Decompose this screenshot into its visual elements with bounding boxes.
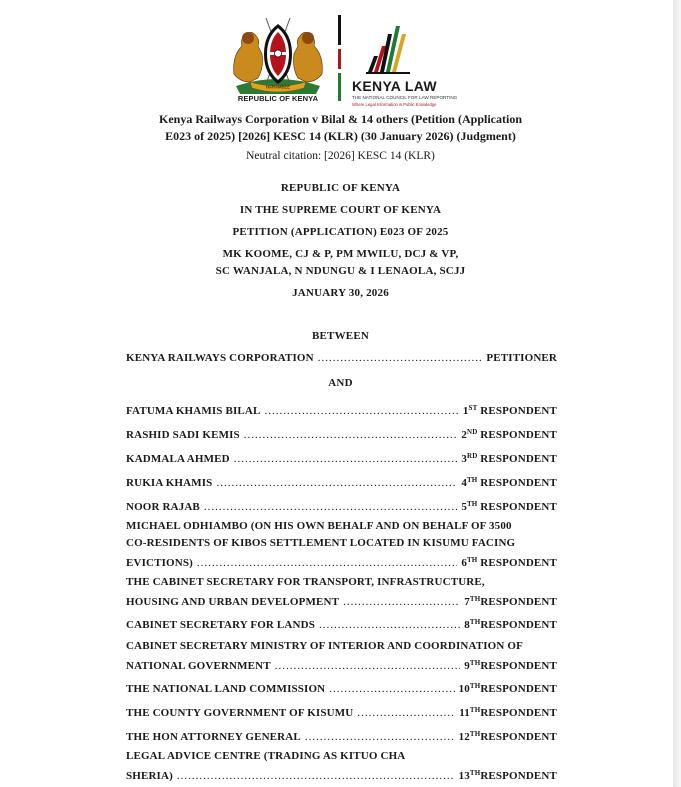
respondent-entry [126,702,557,722]
leader-dots [244,427,458,444]
document-header [228,12,458,107]
respondent-name-line: THE CABINET SECRETARY FOR TRANSPORT, INFRASTRUCTURE, [126,576,485,588]
respondent-ordinal: TH [469,682,481,690]
respondent-role [459,726,557,746]
respondent-label: RESPONDENT [477,405,557,417]
respondent-ordinal: TH [466,476,478,484]
respondent-name: HOUSING AND URBAN DEVELOPMENT [126,596,340,608]
respondent-ordinal: TH [469,769,481,777]
respondent-role [459,702,557,722]
leader-dots [357,705,455,722]
respondent-ordinal: ND [466,428,478,436]
respondent-name: FATUMA KHAMIS BILAL [126,405,261,417]
respondent-role [461,496,557,516]
respondent-role [461,424,557,444]
respondent-entry [126,448,557,468]
respondent-number: 6 [461,557,467,569]
between-heading: BETWEEN [311,330,370,342]
leader-dots [319,617,460,634]
coat-motto: HARAMBEE [265,84,291,90]
bench-judges [100,246,581,280]
respondent-name: RUKIA KHAMIS [126,477,213,489]
respondent-number: 11 [459,707,470,719]
respondent-entry [126,638,557,675]
respondent-name-line: CO-RESIDENTS OF KIBOS SETTLEMENT LOCATED IN KISUMU FACING [126,537,516,549]
respondent-entry [126,726,557,746]
respondent-label: RESPONDENT [477,501,557,513]
respondent-label: RESPONDENT [480,683,557,695]
respondent-label: RESPONDENT [477,477,557,489]
respondent-number: 12 [458,731,470,743]
respondent-number: 3 [461,453,467,465]
respondent-ordinal: TH [466,500,478,508]
respondent-number: 8 [464,619,470,631]
respondent-number: 13 [458,770,470,782]
respondent-entry [126,400,557,420]
respondent-role [464,614,557,634]
leader-dots [318,350,483,367]
court-heading: IN THE SUPREME COURT OF KENYA [239,204,442,216]
respondent-number: 1 [462,405,469,417]
respondent-role [459,678,557,698]
leader-dots [329,681,454,698]
respondent-name: THE COUNTY GOVERNMENT OF KISUMU [126,707,354,719]
coat-caption: REPUBLIC OF KENYA [237,94,319,103]
respondent-ordinal: RD [466,452,478,460]
and-heading: AND [328,377,353,389]
respondent-number: 9 [464,660,470,672]
respondent-label: RESPONDENT [480,596,557,608]
respondent-label: RESPONDENT [477,557,557,569]
respondent-name: CABINET SECRETARY FOR LANDS [126,619,315,631]
leader-dots [204,499,457,516]
respondent-role [463,400,557,420]
leader-dots [234,451,458,468]
respondent-name: NATIONAL GOVERNMENT [126,660,271,672]
respondent-number: 4 [461,477,467,489]
republic-heading: REPUBLIC OF KENYA [280,182,401,194]
respondent-label: RESPONDENT [477,453,557,465]
respondent-role [461,448,557,468]
respondent-name: KADMALA AHMED [126,453,230,465]
respondent-number: 5 [461,501,467,513]
respondent-entry [126,748,557,785]
leader-dots [264,403,458,420]
neutral-citation: Neutral citation: [2026] KESC 14 (KLR) [246,150,435,162]
respondent-name: EVICTIONS) [126,557,193,569]
respondent-name: THE HON ATTORNEY GENERAL [126,731,301,743]
judges-line-2: SC WANJALA, N NDUNGU & I LENAOLA, SCJJ [215,265,466,277]
respondent-entry [126,614,557,634]
respondent-ordinal: TH [469,595,481,603]
respondent-label: RESPONDENT [477,429,557,441]
respondent-name: THE NATIONAL LAND COMMISSION [126,683,326,695]
respondent-ordinal: TH [469,618,481,626]
kenya-law-tagline: THE NATIONAL COUNCIL FOR LAW REPORTING [352,95,458,100]
respondent-entry [126,472,557,492]
respondent-ordinal: TH [469,659,481,667]
kenya-law-name: KENYA LAW [352,78,437,94]
kenya-coat-of-arms-icon [228,12,328,104]
respondent-ordinal: TH [469,730,481,738]
header-divider [338,15,341,101]
respondent-name-line: CABINET SECRETARY MINISTRY OF INTERIOR AND COORDINATION OF [126,640,523,652]
judgment-date: JANUARY 30, 2026 [292,287,389,299]
respondent-entry [126,496,557,516]
respondent-ordinal: ST [468,404,478,412]
respondent-label: RESPONDENT [480,770,557,782]
petition-number: PETITION (APPLICATION) E023 OF 2025 [232,226,449,238]
respondent-entry [126,424,557,444]
leader-dots [177,768,455,785]
respondent-name-line: MICHAEL ODHIAMBO (ON HIS OWN BEHALF AND ON BEHALF OF 3500 [126,520,512,532]
respondent-label: RESPONDENT [480,731,557,743]
respondent-name: RASHID SADI KEMIS [126,429,240,441]
respondent-name-line: LEGAL ADVICE CENTRE (TRADING AS KITUO CHA [126,750,406,762]
petitioner-entry [126,350,557,367]
petitioner-name: KENYA RAILWAYS CORPORATION [126,352,314,364]
case-title [100,111,581,145]
kenya-law-subtagline: Where Legal Information is Public Knowledge [352,102,437,107]
respondent-ordinal: TH [469,706,481,714]
leader-dots [305,729,455,746]
respondent-number: 2 [461,429,467,441]
respondent-label: RESPONDENT [480,707,557,719]
respondent-number: 7 [464,596,470,608]
respondent-label: RESPONDENT [480,660,557,672]
case-title-line-1: Kenya Railways Corporation v Bilal & 14 others (Petition (Application [159,112,522,126]
case-title-line-2: E023 of 2025) [2026] KESC 14 (KLR) (30 January 2026) (Judgment) [165,129,516,143]
respondent-entry [126,678,557,698]
leader-dots [343,594,460,611]
respondent-ordinal: TH [466,556,478,564]
respondent-role [461,472,557,492]
leader-dots [197,555,457,572]
respondent-name: NOOR RAJAB [126,501,200,513]
respondent-role [464,655,557,675]
respondent-number: 10 [458,683,470,695]
respondent-role [459,765,557,785]
respondent-role [461,552,557,572]
respondent-entry [126,574,557,611]
leader-dots [216,475,457,492]
respondent-entry [126,518,557,572]
judges-line-1: MK KOOME, CJ & P, PM MWILU, DCJ & VP, [222,248,459,260]
respondent-name: SHERIA) [126,770,173,782]
respondent-label: RESPONDENT [480,619,557,631]
page-edge [673,0,681,787]
leader-dots [275,658,460,675]
respondent-role [464,591,557,611]
petitioner-role: PETITIONER [486,352,557,364]
